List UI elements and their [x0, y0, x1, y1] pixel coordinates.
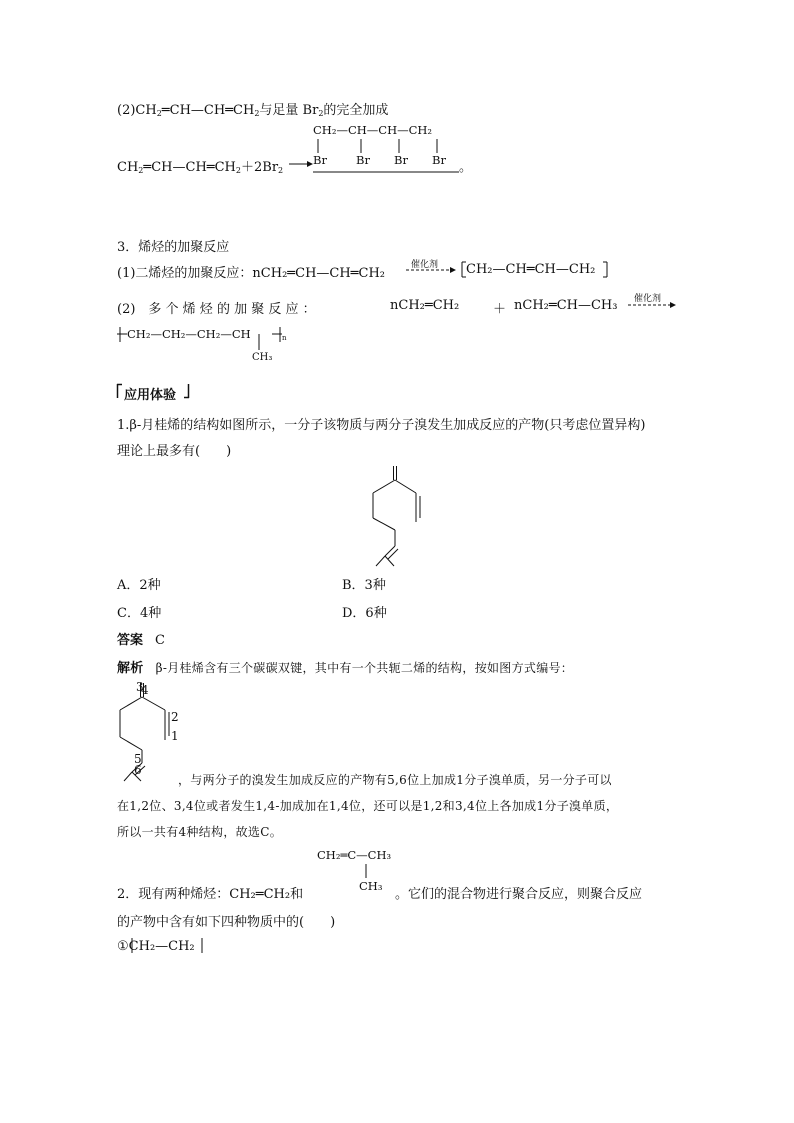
- tetrabromo-product-chain: CH₂—CH—CH—CH₂: [313, 123, 433, 137]
- item2-line: $(2)CH_2═CH—CH═CH_2$与足量 $Br_2$的完全加成: [117, 103, 389, 118]
- q2-text-1b: 。它们的混合物进行聚合反应，则聚合反应: [395, 887, 643, 902]
- analysis-line-2: ，与两分子的溴发生加成反应的产物有5,6位上加成1分子溴单质，另一分子可以: [178, 773, 612, 787]
- label-1: 1: [171, 729, 179, 743]
- q2-item-1[interactable]: ①CH₂—CH₂: [117, 939, 195, 954]
- option-d[interactable]: D．6种: [342, 606, 387, 621]
- q1-text: 1.β-月桂烯的结构如图所示，一分子该物质与两分子溴发生加成反应的产物(只考虑位置异构): [117, 418, 646, 433]
- q2-text-2: 的产物中含有如下四种物质中的( ): [117, 915, 336, 930]
- label-6: 6: [134, 763, 142, 777]
- label-2: 2: [171, 710, 179, 724]
- propylene-monomer: nCH₂═CH—CH₃: [514, 298, 618, 313]
- option-a[interactable]: A．2种: [117, 578, 161, 593]
- section3-title: 3．烯烃的加聚反应: [117, 240, 230, 255]
- answer-value: C: [155, 633, 165, 648]
- analysis-line-4: 所以一共有4种结构，故选C。: [117, 825, 283, 839]
- diene-polymerization-line: (1)二烯烃的加聚反应：nCH₂═CH—CH═CH₂: [117, 266, 386, 281]
- isobutylene-structure: CH₂═C—CH₃: [317, 848, 392, 862]
- analysis-line-3: 在1,2位、3,4位或者发生1,4-加成加在1,4位，还可以是1,2和3,4位上各加成1分子溴单质，: [117, 799, 619, 813]
- copolymer-subscript-n: n: [282, 334, 287, 342]
- label-4: 4: [141, 683, 149, 697]
- br-label-1: Br: [313, 153, 327, 167]
- answer-label: 答案: [117, 633, 144, 648]
- label-5: 5: [134, 752, 142, 766]
- label-3: 3: [136, 680, 144, 694]
- br-label-4: Br: [432, 153, 446, 167]
- q2-text-1: 2．现有两种烯烃：CH₂═CH₂和: [117, 887, 304, 902]
- analysis-line-1: 解析 β-月桂烯含有三个碳碳双键，其中有一个共轭二烯的结构，按如图方式编号：: [117, 661, 574, 676]
- copolymerization-line: (2) 多 个 烯 烃 的 加 聚 反 应 ：: [117, 302, 316, 317]
- copolymer-methyl: CH₃: [252, 352, 273, 363]
- plus-sign: ＋: [493, 302, 507, 317]
- catalyst-label-2: 催化剂: [634, 294, 662, 304]
- copolymer-product: CH₂—CH₂—CH₂—CH: [127, 327, 251, 341]
- addition-equation-lhs: $CH_2═CH—CH═CH_2+2Br_2$: [117, 160, 284, 175]
- catalyst-label-1: 催化剂: [411, 260, 439, 270]
- analysis-label: 解析: [117, 661, 144, 676]
- isobutylene-methyl: CH₃: [359, 879, 383, 893]
- ethylene-monomer: nCH₂═CH₂: [390, 298, 460, 313]
- br-label-2: Br: [356, 153, 370, 167]
- option-c[interactable]: C．4种: [117, 606, 162, 621]
- practice-heading: 应用体验: [124, 388, 177, 403]
- equation-period: 。: [459, 160, 473, 175]
- br-label-3: Br: [394, 153, 408, 167]
- diene-polymer-product: CH₂—CH═CH—CH₂: [466, 262, 596, 277]
- q1-text-2: 理论上最多有( ): [117, 444, 232, 459]
- option-b[interactable]: B．3种: [342, 578, 386, 593]
